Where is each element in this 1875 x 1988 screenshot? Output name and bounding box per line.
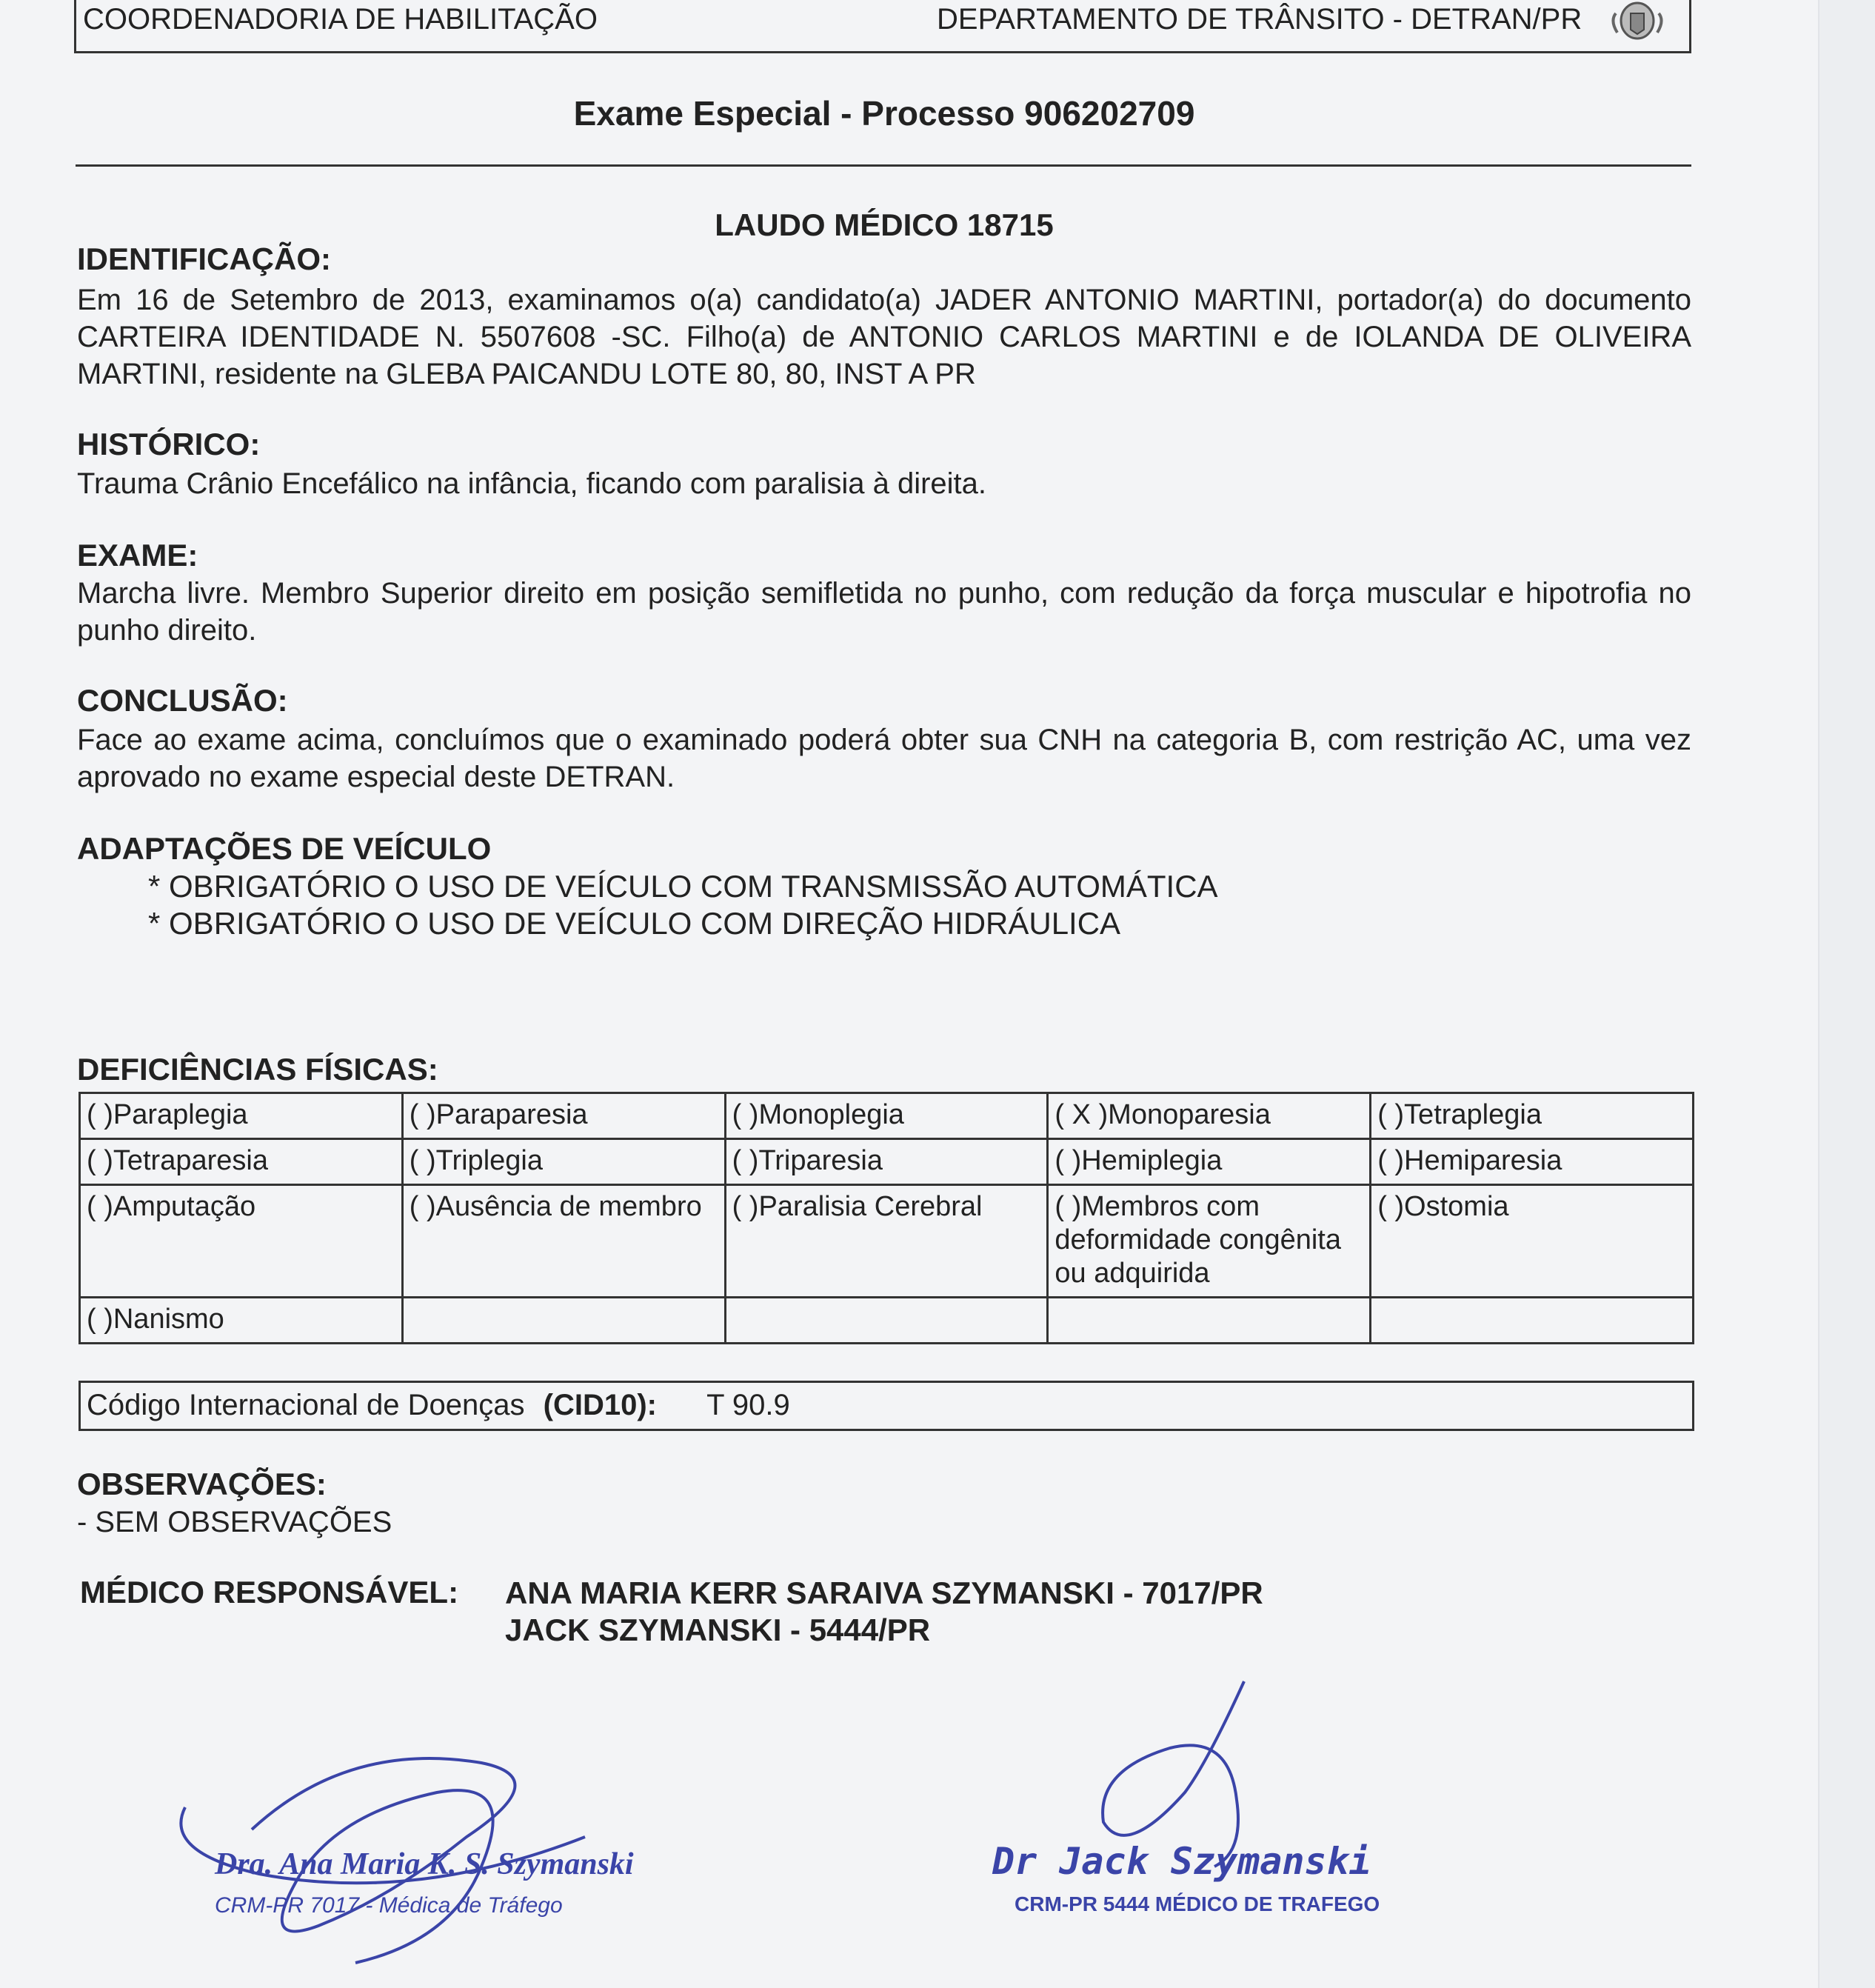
adaptacoes-heading: ADAPTAÇÕES DE VEÍCULO — [77, 831, 492, 866]
left-stamp-line2: CRM-PR 7017 - Médica de Tráfego — [215, 1893, 563, 1918]
table-cell — [725, 1298, 1048, 1344]
adaptacao-item: * OBRIGATÓRIO O USO DE VEÍCULO COM DIREÇÃO HIDRÁULICA — [148, 906, 1121, 941]
conclusao-heading: CONCLUSÃO: — [77, 683, 288, 718]
table-cell — [402, 1298, 725, 1344]
right-stamp-line2: CRM-PR 5444 MÉDICO DE TRAFEGO — [1015, 1892, 1380, 1915]
medico-name: JACK SZYMANSKI - 5444/PR — [505, 1612, 931, 1647]
table-row — [80, 1298, 1694, 1344]
cid-code-label: (CID10): — [543, 1389, 657, 1421]
coat-of-arms-icon — [1608, 0, 1666, 41]
table-cell — [1048, 1298, 1371, 1344]
paper-edge — [1818, 0, 1875, 1988]
historico-heading: HISTÓRICO: — [77, 427, 261, 461]
deficiencias-heading: DEFICIÊNCIAS FÍSICAS: — [77, 1052, 438, 1087]
table-cell: ( X )Monoparesia — [1048, 1093, 1371, 1139]
table-cell: ( )Paraplegia — [80, 1093, 403, 1139]
cid-value: T 90.9 — [706, 1389, 790, 1421]
table-cell: ( )Amputação — [80, 1185, 403, 1298]
medico-names — [505, 1575, 1263, 1649]
header-left-text: COORDENADORIA DE HABILITAÇÃO — [83, 3, 598, 36]
adaptacao-item: * OBRIGATÓRIO O USO DE VEÍCULO COM TRANSMISSÃO AUTOMÁTICA — [148, 869, 1218, 904]
medico-label: MÉDICO RESPONSÁVEL: — [80, 1575, 459, 1610]
observacoes-heading: OBSERVAÇÕES: — [77, 1467, 327, 1501]
divider — [76, 164, 1691, 167]
table-cell: ( )Monoplegia — [725, 1093, 1048, 1139]
table-cell: ( )Ostomia — [1371, 1185, 1694, 1298]
table-cell: ( )Ausência de membro — [402, 1185, 725, 1298]
exame-text: Marcha livre. Membro Superior direito em posição semifletida no punho, com redução da força muscular e hipotrofia no punho direito. — [77, 577, 1691, 647]
header-right-text: DEPARTAMENTO DE TRÂNSITO - DETRAN/PR — [937, 3, 1582, 36]
table-cell: ( )Triparesia — [725, 1139, 1048, 1185]
cid-label: Código Internacional de Doenças — [87, 1389, 525, 1421]
left-signature-stamp — [170, 1748, 703, 1970]
table-cell: ( )Paraparesia — [402, 1093, 725, 1139]
table-row — [80, 1185, 1694, 1298]
historico-text: Trauma Crânio Encefálico na infância, ficando com paralisia à direita. — [77, 467, 987, 500]
table-cell: ( )Hemiparesia — [1371, 1139, 1694, 1185]
table-cell: ( )Nanismo — [80, 1298, 403, 1344]
table-cell: ( )Triplegia — [402, 1139, 725, 1185]
table-cell — [1371, 1298, 1694, 1344]
table-row — [80, 1093, 1694, 1139]
right-stamp-line1: Dr Jack Szymanski — [992, 1840, 1371, 1883]
table-cell: ( )Hemiplegia — [1048, 1139, 1371, 1185]
identificacao-text: Em 16 de Setembro de 2013, examinamos o(a) candidato(a) JADER ANTONIO MARTINI, portador(a) do documento CARTEIRA IDENTIDADE N. 5507608 -SC. Filho(a) de ANTONIO CARLOS MARTINI e de IOLANDA DE OLIVEIRA MARTINI, residente na GLEBA PAICANDU LOTE 80, 80, INST A PR — [77, 284, 1691, 390]
cid-box — [78, 1381, 1694, 1431]
laudo-title: LAUDO MÉDICO 18715 — [715, 207, 1054, 242]
conclusao-text: Face ao exame acima, concluímos que o examinado poderá obter sua CNH na categoria B, com restrição AC, uma vez aprovado no exame especial deste DETRAN. — [77, 724, 1691, 793]
table-cell: ( )Paralisia Cerebral — [725, 1185, 1048, 1298]
right-signature-stamp — [963, 1674, 1466, 1926]
exame-heading: EXAME: — [77, 538, 198, 573]
document-title: Exame Especial - Processo 906202709 — [573, 94, 1195, 133]
table-cell: ( )Tetraparesia — [80, 1139, 403, 1185]
left-stamp-line1: Dra. Ana Maria K. S. Szymanski — [215, 1847, 634, 1881]
table-row — [80, 1139, 1694, 1185]
deficiencias-table — [78, 1092, 1694, 1344]
observacoes-text: - SEM OBSERVAÇÕES — [77, 1506, 392, 1538]
identificacao-heading: IDENTIFICAÇÃO: — [77, 241, 331, 276]
table-cell: ( )Membros com deformidade congênita ou adquirida — [1048, 1185, 1371, 1298]
table-cell: ( )Tetraplegia — [1371, 1093, 1694, 1139]
medico-name: ANA MARIA KERR SARAIVA SZYMANSKI - 7017/PR — [505, 1575, 1263, 1610]
